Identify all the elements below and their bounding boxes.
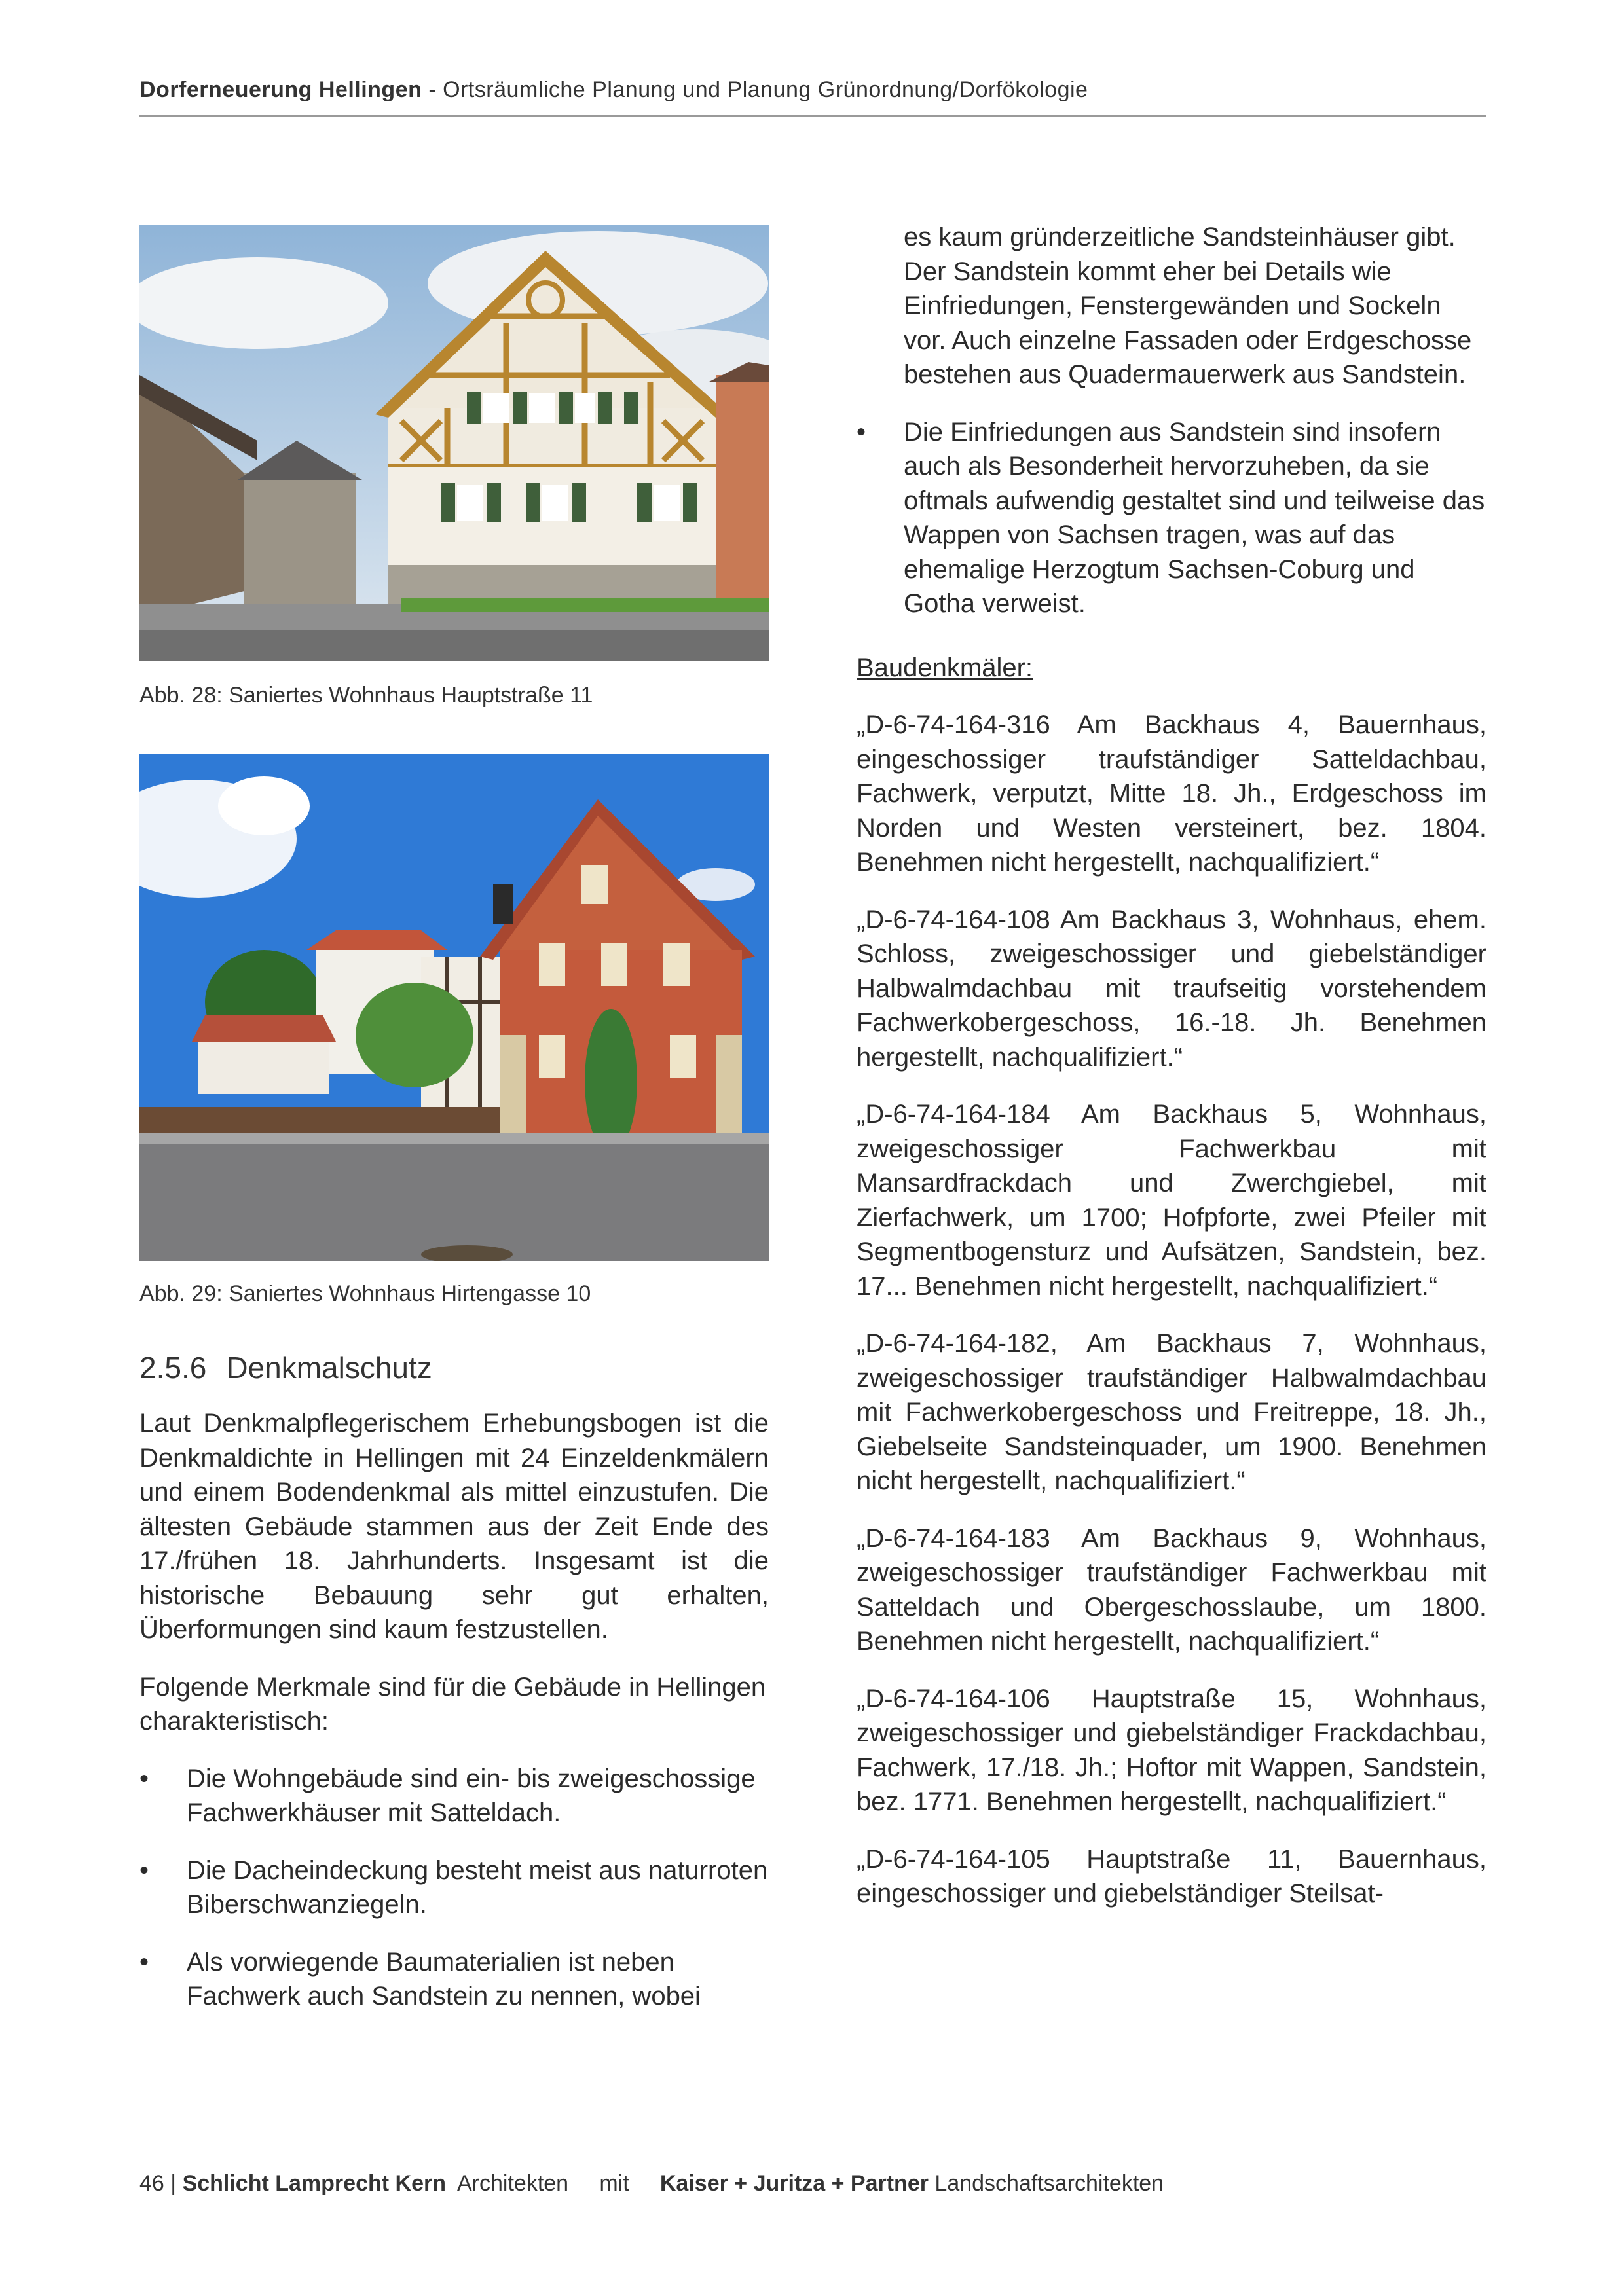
page-footer — [139, 2171, 1164, 2196]
section-heading — [139, 1350, 452, 1385]
monument-entry: „D-6-74-164-108 Am Backhaus 3, Wohnhaus, ehem. Schloss, zweigeschossiger und giebelständiger Halbwalmdachbau mit traufseitig vorstehendem Fachwerkobergeschoss, 16.-18. Jh. Benehmen hergestellt, nachqualifiziert.“ — [857, 905, 1486, 1072]
monument-entry: „D-6-74-164-182, Am Backhaus 7, Wohnhaus, zweigeschossiger traufständiger Halbwalmdachbau mit Fachwerkobergeschoss und Freitreppe, 18. Jh., Giebelseite Sandsteinquader, um 1900. Benehmen nicht hergestellt, nachqualifiziert.“ — [857, 1329, 1486, 1495]
monument-entry: „D-6-74-164-106 Hauptstraße 15, Wohnhaus, zweigeschossiger und giebelständiger Frackdachbau, Fachwerk, 17./18. Jh.; Hoftor mit Wappen, Sandstein, bez. 1771. Benehmen hergestellt, nachqualifiziert.“ — [857, 1684, 1486, 1816]
figure-29-caption: Abb. 29: Saniertes Wohnhaus Hirtengasse 10 — [139, 1281, 591, 1306]
header-title-rest: - Ortsräumliche Planung und Planung Grünordnung/Dorfökologie — [422, 77, 1088, 102]
section-title: Denkmalschutz — [226, 1351, 432, 1385]
architect-firm: Schlicht Lamprecht Kern — [182, 2171, 446, 2196]
monument-entry: „D-6-74-164-316 Am Backhaus 4, Bauernhaus, eingeschossiger traufständiger Satteldachbau, Fachwerk, verputzt, Mitte 18. Jh., Erdgeschoss im Norden und Westen versteinert, bez. 1804. Benehmen nicht hergestellt, nachqualifiziert.“ — [857, 710, 1486, 877]
header-divider — [139, 115, 1486, 117]
page-header — [139, 77, 1486, 103]
photo-hirtengasse-10 — [139, 754, 769, 1261]
list-item: • Die Wohngebäude sind ein- bis zweigeschossige Fachwerkhäuser mit Satteldach. — [139, 1762, 769, 1831]
monument-entry: „D-6-74-164-183 Am Backhaus 9, Wohnhaus, zweigeschossiger traufständiger Fachwerkbau mit Satteldach und Obergeschosslaube, um 1800. Benehmen nicht hergestellt, nachqualifiziert.“ — [857, 1523, 1486, 1656]
page-number: 46 — [139, 2171, 164, 2196]
intro-paragraph: Laut Denkmalpflegerischem Erhebungsbogen ist die Denkmaldichte in Hellingen mit 24 Einzeldenkmälern und einem Bodendenkmal als mittel einzustufen. Die ältesten Gebäude stammen aus der Zeit Ende des 17./frühen 18. Jahrhunderts. Insgesamt ist die historische Bebauung sehr gut erhalten, Überformungen sind kaum festzustellen. — [139, 1409, 769, 1644]
photo-hauptstrasse-11 — [139, 225, 769, 661]
landscape-firm: Kaiser + Juritza + Partner — [659, 2171, 929, 2196]
characteristics-list — [139, 1762, 769, 2014]
continuation-text: es kaum gründerzeitliche Sandsteinhäuser gibt. Der Sandstein kommt eher bei Details wie Einfriedungen, Fenstergewänden und Sockeln vor. Auch einzelne Fassaden oder Erdgeschosse bestehen aus Quadermauerwerk aus Sandstein. — [904, 223, 1472, 389]
architect-label: Architekten mit — [445, 2171, 660, 2196]
continued-list — [857, 220, 1486, 621]
footer-separator: | — [164, 2171, 183, 2196]
list-item: • Die Dacheindeckung besteht meist aus naturroten Biberschwanziegeln. — [139, 1853, 769, 1922]
list-item: • Als vorwiegende Baumaterialien ist neben Fachwerk auch Sandstein zu nennen, wobei — [139, 1945, 769, 2014]
monument-entry: „D-6-74-164-105 Hauptstraße 11, Bauernhaus, eingeschossiger und giebelständiger Steilsat- — [857, 1844, 1486, 1908]
right-column-text — [857, 220, 1486, 1934]
list-item: • Die Einfriedungen aus Sandstein sind insofern auch als Besonderheit hervorzuheben, da sie oftmals aufwendig gestaltet sind und teilweise das Wappen von Sachsen tragen, was auf das ehemalige Herzogtum Sachsen-Coburg und Gotha verweist. — [857, 415, 1486, 621]
landscape-label: Landschaftsarchitekten — [928, 2171, 1164, 2196]
header-title-bold: Dorferneuerung Hellingen — [139, 77, 422, 102]
list-item-continuation — [857, 220, 1486, 392]
monument-entry: „D-6-74-164-184 Am Backhaus 5, Wohnhaus, zweigeschossiger Fachwerkbau mit Mansardfrackdach und Zwerchgiebel, mit Zierfachwerk, um 1700; Hofpforte, zwei Pfeiler mit Segmentbogensturz und Aufsätzen, Sandstein, bez. 17... Benehmen nicht hergestellt, nachqualifiziert.“ — [857, 1100, 1486, 1301]
figure-28-caption: Abb. 28: Saniertes Wohnhaus Hauptstraße 11 — [139, 683, 593, 708]
left-column-text — [139, 1406, 769, 2037]
monuments-subheading: Baudenkmäler: — [857, 653, 1033, 682]
section-number: 2.5.6 — [139, 1351, 207, 1385]
characteristics-intro: Folgende Merkmale sind für die Gebäude in Hellingen charakteristisch: — [139, 1672, 766, 1736]
